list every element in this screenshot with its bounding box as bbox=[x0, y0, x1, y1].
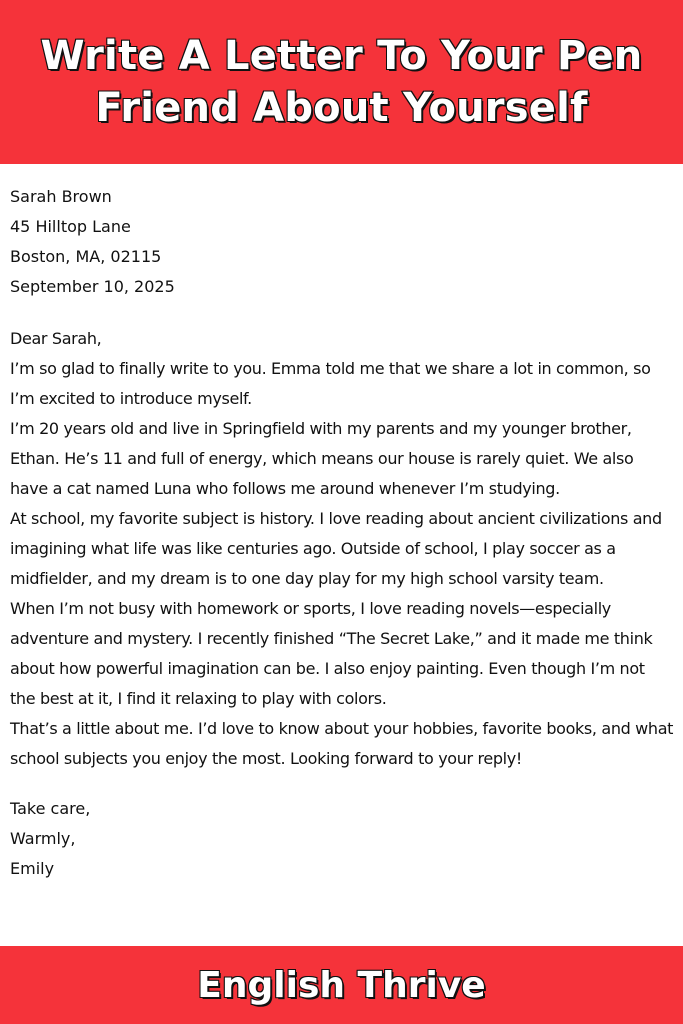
closing-line-1: Take care, bbox=[10, 799, 91, 818]
sender-address bbox=[10, 182, 674, 302]
salutation: Dear Sarah, bbox=[10, 329, 102, 348]
letter-body bbox=[10, 324, 674, 774]
paragraph-closing: That’s a little about me. I’d love to know about your hobbies, favorite books, and what school subjects you enjoy the most. Looking forward to your reply! bbox=[10, 719, 674, 768]
letter-closing bbox=[10, 794, 674, 884]
paragraph-intro: I’m so glad to finally write to you. Emma told me that we share a lot in common, so I’m excited to introduce myself. bbox=[10, 359, 651, 408]
sender-street: 45 Hilltop Lane bbox=[10, 217, 131, 236]
closing-line-2: Warmly, bbox=[10, 829, 76, 848]
sender-name: Sarah Brown bbox=[10, 187, 112, 206]
letter-content bbox=[10, 182, 674, 884]
sender-city: Boston, MA, 02115 bbox=[10, 247, 162, 266]
paragraph-family: I’m 20 years old and live in Springfield with my parents and my younger brother, Ethan. He’s 11 and full of energy, which means our house is rarely quiet. We also have a cat named Luna who follows me around whenever I’m studying. bbox=[10, 419, 634, 498]
page-header bbox=[0, 0, 683, 164]
page-footer bbox=[0, 946, 683, 1024]
footer-brand: English Thrive bbox=[197, 964, 486, 1006]
letter-date: September 10, 2025 bbox=[10, 277, 175, 296]
paragraph-school: At school, my favorite subject is history. I love reading about ancient civilizations and imagining what life was like centuries ago. Outside of school, I play soccer as a midfielder, and my dream is to one day play for my high school varsity team. bbox=[10, 509, 662, 588]
page-title: Write A Letter To Your Pen Friend About Yourself bbox=[40, 33, 643, 131]
paragraph-hobbies: When I’m not busy with homework or sports, I love reading novels—especially adventure and mystery. I recently finished “The Secret Lake,” and it made me think about how powerful imagination can be. I also enjoy painting. Even though I’m not the best at it, I find it relaxing to play with colors. bbox=[10, 599, 653, 708]
signature: Emily bbox=[10, 859, 55, 878]
